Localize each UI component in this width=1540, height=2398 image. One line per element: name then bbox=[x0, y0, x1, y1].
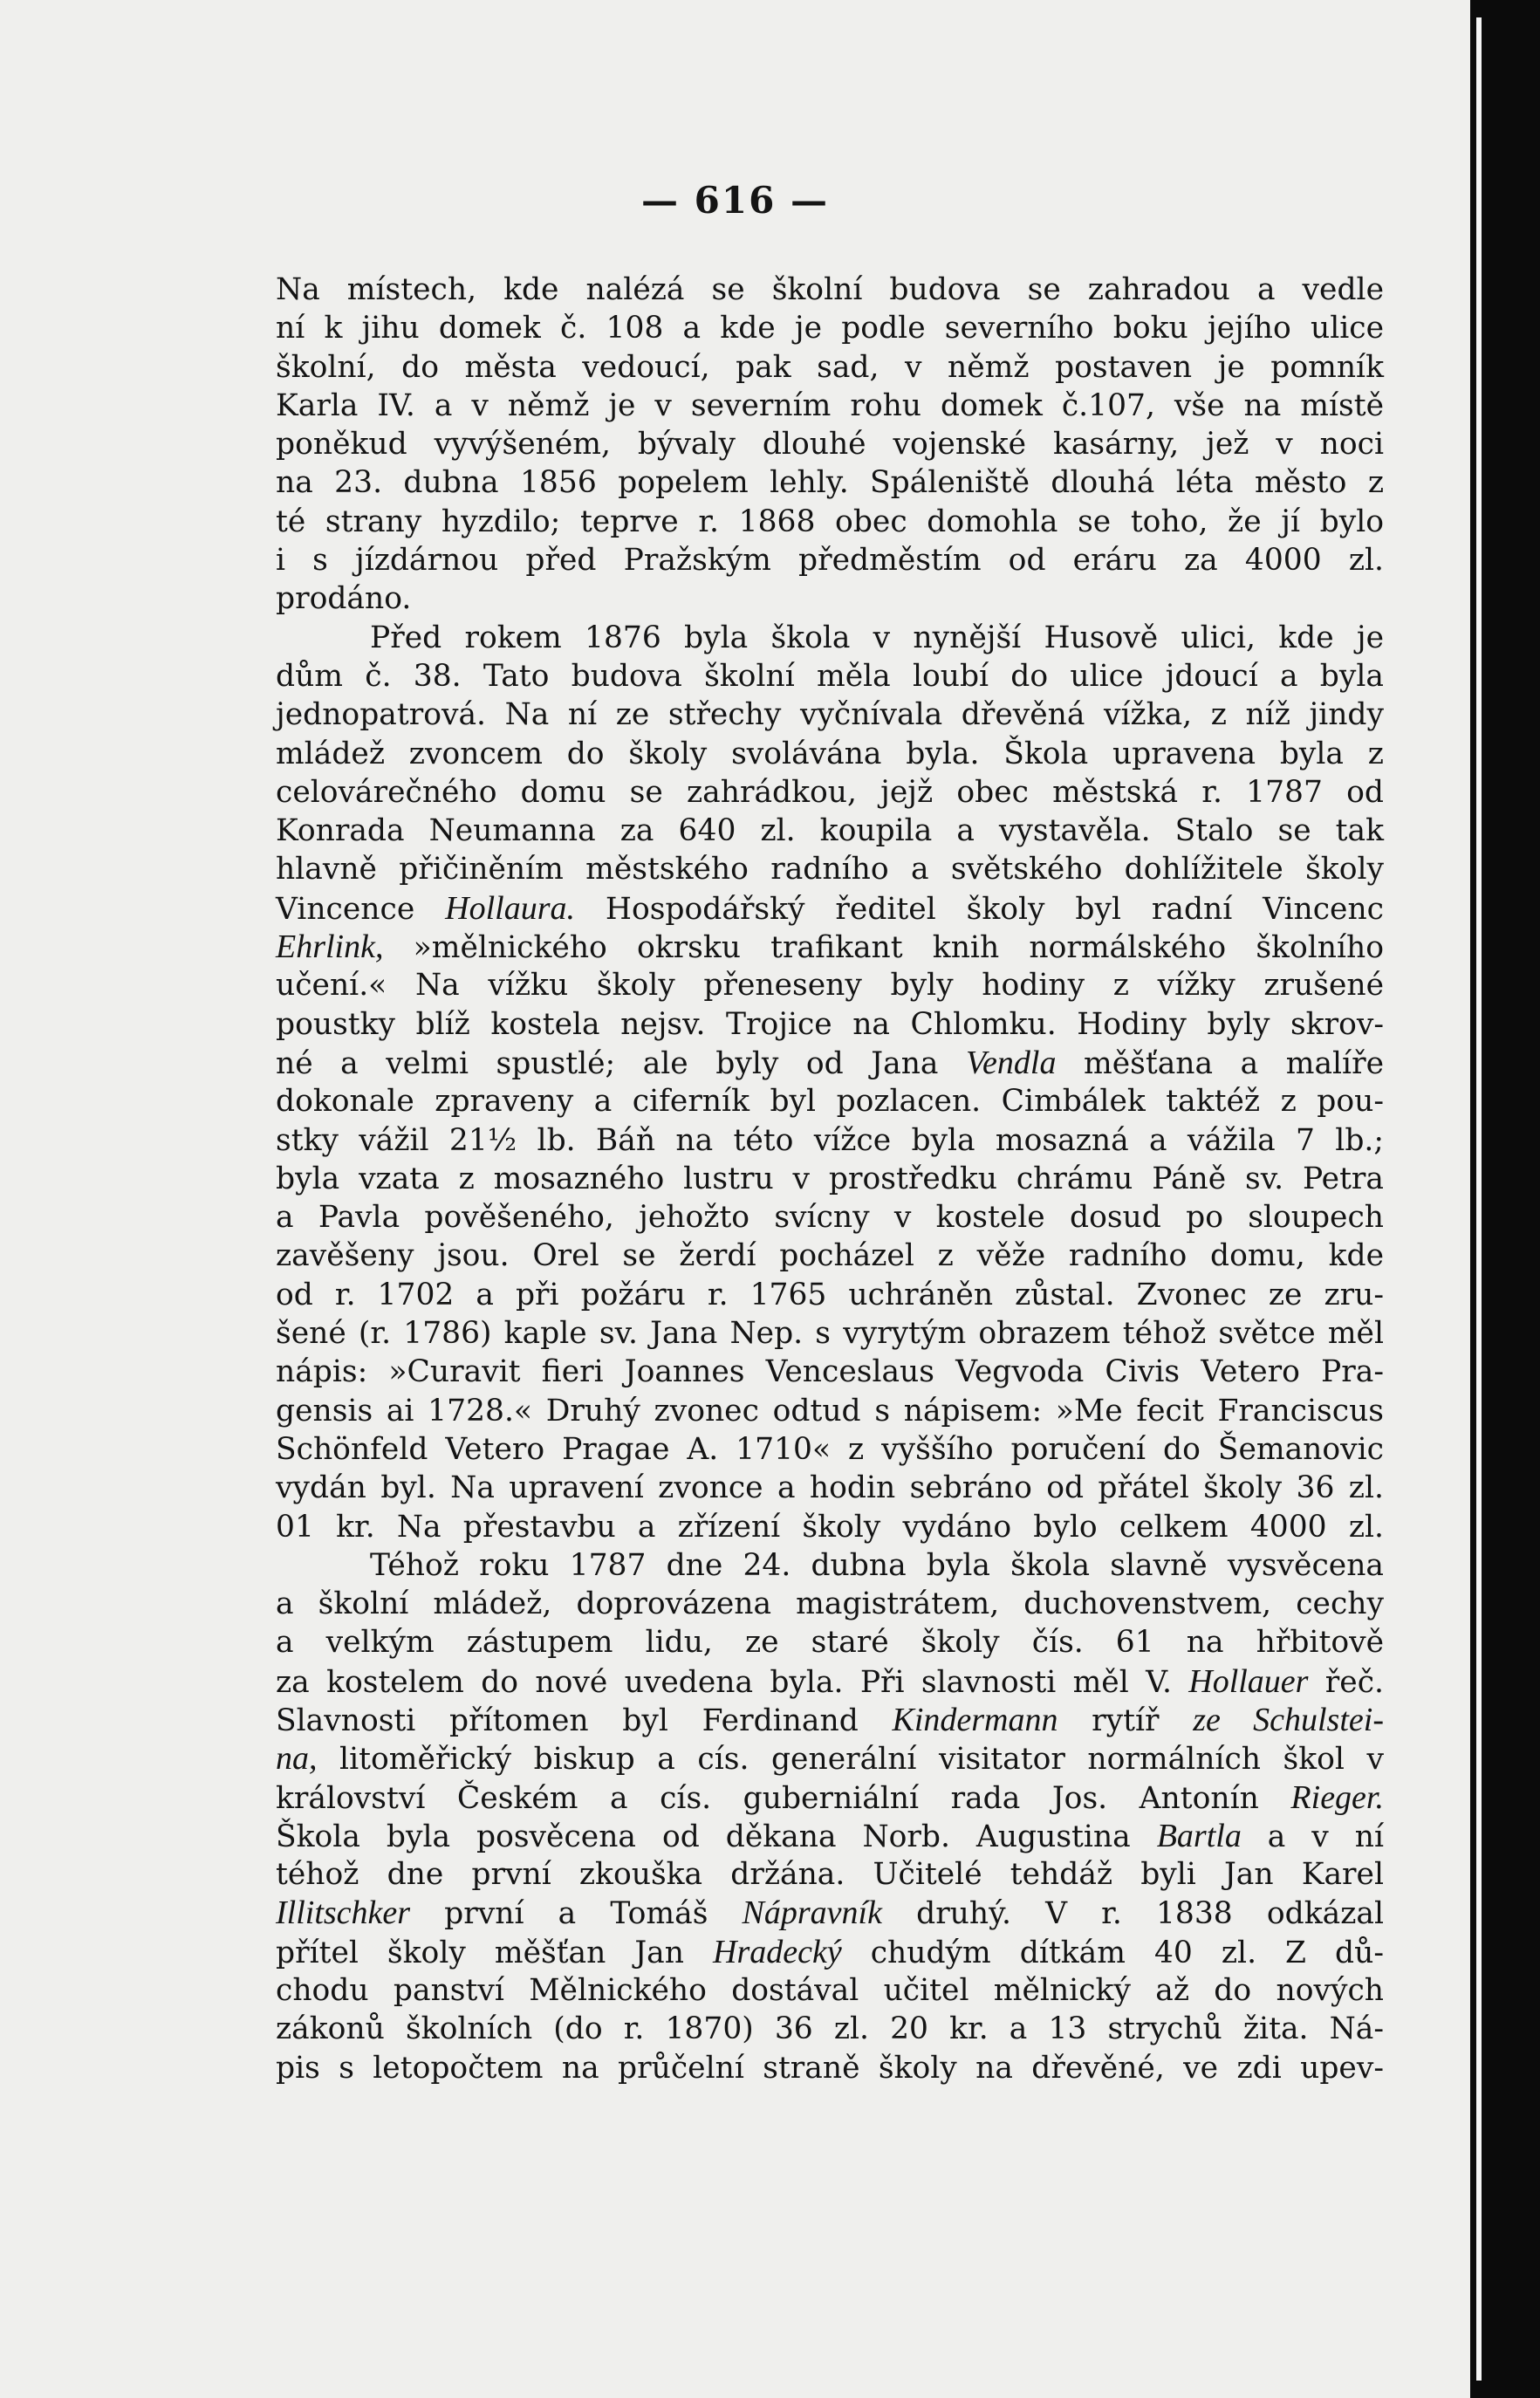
text-line: Před rokem 1876 byla škola v nynější Husově ulici, kde je bbox=[370, 620, 1384, 655]
text-line: poustky blíž kostela nejsv. Trojice na Chlomku. Hodiny byly skrov- bbox=[276, 1006, 1384, 1042]
text-line: a Pavla pověšeného, jehožto svícny v kostele dosud po sloupech bbox=[276, 1200, 1384, 1236]
name-hollaura: Hollaura. bbox=[445, 889, 575, 927]
text-line: té strany hyzdilo; teprve r. 1868 obec domohla se toho, že jí bylo bbox=[276, 504, 1384, 539]
text-line: Škola byla posvěcena od děkana Norb. Augustina Bartla a v ní bbox=[276, 1817, 1384, 1854]
text-line: mládež zvoncem do školy svolávána byla. Škola upravena byla z bbox=[276, 736, 1384, 771]
text-line: celovárečného domu se zahrádkou, jejž obec městská r. 1787 od bbox=[276, 774, 1384, 810]
text-line: dům č. 38. Tato budova školní měla loubí do ulice jdoucí a byla bbox=[276, 658, 1384, 694]
name-schulsteina-end: na, bbox=[276, 1740, 318, 1778]
name-hradecky: Hradecký bbox=[713, 1933, 842, 1970]
text-line: pis s letopočtem na průčelní straně školy na dřevěné, ve zdi upev- bbox=[276, 2050, 1384, 2086]
text-line: od r. 1702 a při požáru r. 1765 uchráněn zůstal. Zvonec ze zru- bbox=[276, 1277, 1384, 1312]
name-hollauer: Hollauer bbox=[1188, 1662, 1309, 1700]
name-illitschker: Illitschker bbox=[276, 1894, 411, 1932]
text-line: a velkým zástupem lidu, ze staré školy čís. 61 na hřbitově bbox=[276, 1625, 1384, 1661]
name-napravnik: Nápravník bbox=[742, 1894, 882, 1932]
text-line: nápis: »Curavit fieri Joannes Venceslaus Vegvoda Civis Vetero Pra- bbox=[276, 1354, 1384, 1390]
text-line: Ehrlink, »mělnického okrsku trafikant knih normálského školního bbox=[276, 928, 1384, 966]
text-line: Schönfeld Vetero Pragae A. 1710« z vyššího poručení do Šemanovic bbox=[276, 1431, 1384, 1467]
text-line: Slavnosti přítomen byl Ferdinand Kindermann rytíř ze Schulstei- bbox=[276, 1701, 1384, 1738]
name-kindermann: Kindermann bbox=[892, 1701, 1058, 1738]
text-line: na 23. dubna 1856 popelem lehly. Spáleniště dlouhá léta město z bbox=[276, 465, 1384, 501]
text-line: Illitschker první a Tomáš Nápravník druhý. V r. 1838 odkázal bbox=[276, 1894, 1384, 1932]
name-vendla: Vendla bbox=[966, 1044, 1057, 1081]
text-line: hlavně přičiněním městského radního a světského dohlížitele školy bbox=[276, 852, 1384, 887]
text-line: prodáno. bbox=[276, 581, 412, 617]
page-number: — 616 — bbox=[641, 179, 829, 222]
text-line: poněkud vyvýšeném, bývaly dlouhé vojenské kasárny, jež v noci bbox=[276, 427, 1384, 462]
text-line: dokonale zpraveny a ciferník byl pozlacen. Cimbálek taktéž z pou- bbox=[276, 1084, 1384, 1120]
text-line: jednopatrová. Na ní ze střechy vyčnívala dřevěná vížka, z níž jindy bbox=[276, 697, 1384, 733]
name-schulsteina: ze Schulstei- bbox=[1193, 1701, 1384, 1738]
name-ehrlink: Ehrlink, bbox=[276, 928, 384, 966]
text-line: zákonů školních (do r. 1870) 36 zl. 20 kr. a 13 strychů žita. Ná- bbox=[276, 2011, 1384, 2047]
text-line: učení.« Na vížku školy přeneseny byly hodiny z vížky zrušené bbox=[276, 968, 1384, 1004]
text-line: Vincence Hollaura. Hospodářský ředitel školy byl radní Vincenc bbox=[276, 889, 1384, 927]
text-line: zavěšeny jsou. Orel se žerdí pocházel z věže radního domu, kde bbox=[276, 1238, 1384, 1274]
text-line: né a velmi spustlé; ale byly od Jana Vendla měšťana a malíře bbox=[276, 1044, 1384, 1081]
text-line: království Českém a cís. guberniální rada Jos. Antonín Rieger. bbox=[276, 1778, 1384, 1816]
text-line: školní, do města vedoucí, pak sad, v němž postaven je pomník bbox=[276, 349, 1384, 385]
text-line: i s jízdárnou před Pražským předměstím od eráru za 4000 zl. bbox=[276, 543, 1384, 579]
text-line: a školní mládež, doprovázena magistrátem, duchovenstvem, cechy bbox=[276, 1586, 1384, 1622]
text-line: Konrada Neumanna za 640 zl. koupila a vystavěla. Stalo se tak bbox=[276, 813, 1384, 849]
text-line: šené (r. 1786) kaple sv. Jana Nep. s vyrytým obrazem téhož světce měl bbox=[276, 1316, 1384, 1352]
text-line: stky vážil 21½ lb. Báň na této vížce byla mosazná a vážila 7 lb.; bbox=[276, 1122, 1384, 1158]
text-line: Karla IV. a v němž je v severním rohu domek č.107, vše na místě bbox=[276, 387, 1384, 423]
text-line: na, litoměřický biskup a cís. generální visitator normálních škol v bbox=[276, 1740, 1384, 1778]
text-line: gensis ai 1728.« Druhý zvonec odtud s nápisem: »Me fecit Franciscus bbox=[276, 1393, 1384, 1429]
body-text bbox=[276, 271, 1384, 2087]
text-line: 01 kr. Na přestavbu a zřízení školy vydáno bylo celkem 4000 zl. bbox=[276, 1509, 1384, 1545]
text-line: Téhož roku 1787 dne 24. dubna byla škola slavně vysvěcena bbox=[370, 1547, 1384, 1583]
text-line: přítel školy měšťan Jan Hradecký chudým dítkám 40 zl. Z dů- bbox=[276, 1933, 1385, 1970]
text-line: vydán byl. Na upravení zvonce a hodin sebráno od přátel školy 36 zl. bbox=[276, 1470, 1384, 1506]
page-edge-line bbox=[1476, 17, 1482, 2381]
text-line: ní k jihu domek č. 108 a kde je podle severního boku jejího ulice bbox=[276, 311, 1384, 346]
name-bartla: Bartla bbox=[1156, 1817, 1242, 1854]
name-rieger: Rieger. bbox=[1290, 1778, 1384, 1816]
text-line: téhož dne první zkouška držána. Učitelé tehdáž byli Jan Karel bbox=[276, 1857, 1384, 1893]
text-line: za kostelem do nové uvedena byla. Při slavnosti měl V. Hollauer řeč. bbox=[276, 1662, 1384, 1700]
text-line: Na místech, kde nalézá se školní budova se zahradou a vedle bbox=[276, 272, 1384, 307]
text-line: byla vzata z mosazného lustru v prostředku chrámu Páně sv. Petra bbox=[276, 1161, 1384, 1196]
text-line: chodu panství Mělnického dostával učitel mělnický až do nových bbox=[276, 1973, 1384, 2009]
